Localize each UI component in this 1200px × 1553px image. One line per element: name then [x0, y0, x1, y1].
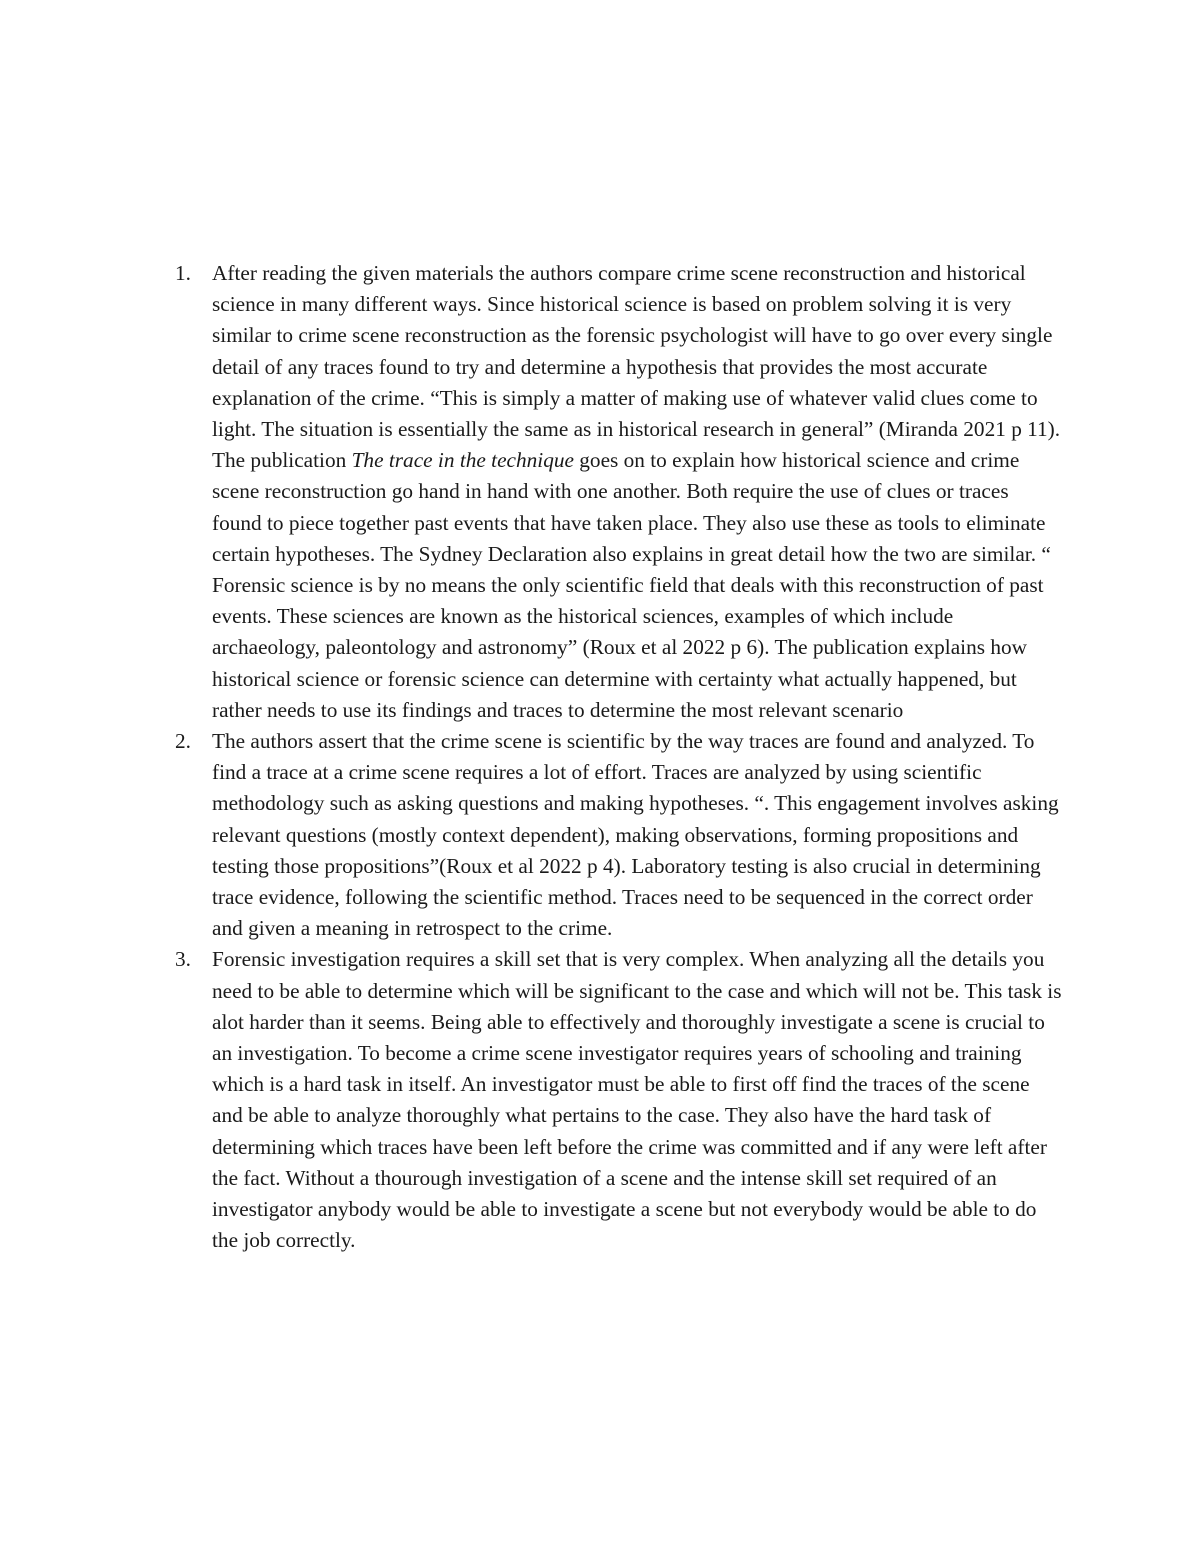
list-item-3 [162, 944, 1062, 1256]
list-item-text: The authors assert that the crime scene is scientific by the way traces are found and analyzed. To find a trace at a crime scene requires a lot of effort. Traces are analyzed by using scientific methodology such as asking questions and making hypotheses. “. This engagement involves asking relevant questions (mostly context dependent), making observations, forming propositions and testing those propositions”(Roux et al 2022 p 4). Laboratory testing is also crucial in determining trace evidence, following the scientific method. Traces need to be sequenced in the correct order and given a meaning in retrospect to the crime. [212, 729, 1059, 941]
list-item-1 [162, 258, 1062, 726]
list-item-text [212, 258, 1062, 726]
numbered-list [162, 258, 1062, 1257]
paragraph-text: After reading the given materials the authors compare crime scene reconstruction and historical science in many different ways. Since historical science is based on problem solving it is very similar to crime scene reconstruction as the forensic psychologist will have to go over every single detail of any traces found to try and determine a hypothesis that provides the most accurate explanation of the crime. “This is simply a matter of making use of whatever valid clues come to light. The situation is essentially the same as in historical research in general” (Miranda 2021 p 11). The publication [212, 261, 1061, 473]
list-item-number: 3. [175, 947, 191, 972]
list-item-2 [162, 726, 1062, 944]
list-item-number: 2. [175, 729, 191, 754]
paragraph-text: goes on to explain how historical science and crime scene reconstruction go hand in hand with one another. Both require the use of clues or traces found to piece together past events that have taken place. They also use these as tools to eliminate certain hypotheses. The Sydney Declaration also explains in great detail how the two are similar. “ Forensic science is by no means the only scientific field that deals with this reconstruction of past events. These sciences are known as the historical sciences, examples of which include archaeology, paleontology and astronomy” (Roux et al 2022 p 6). The publication explains how historical science or forensic science can determine with certainty what actually happened, but rather needs to use its findings and traces to determine the most relevant scenario [212, 448, 1051, 722]
list-item-text: Forensic investigation requires a skill set that is very complex. When analyzing all the details you need to be able to determine which will be significant to the case and which will not be. This task is alot harder than it seems. Being able to effectively and thoroughly investigate a scene is crucial to an investigation. To become a crime scene investigator requires years of schooling and training which is a hard task in itself. An investigator must be able to first off find the traces of the scene and be able to analyze thoroughly what pertains to the case. They also have the hard task of determining which traces have been left before the crime was committed and if any were left after the fact. Without a thourough investigation of a scene and the intense skill set required of an investigator anybody would be able to investigate a scene but not everybody would be able to do the job correctly. [212, 947, 1062, 1253]
publication-title: The trace in the technique [351, 448, 574, 473]
list-item-number: 1. [175, 261, 191, 285]
